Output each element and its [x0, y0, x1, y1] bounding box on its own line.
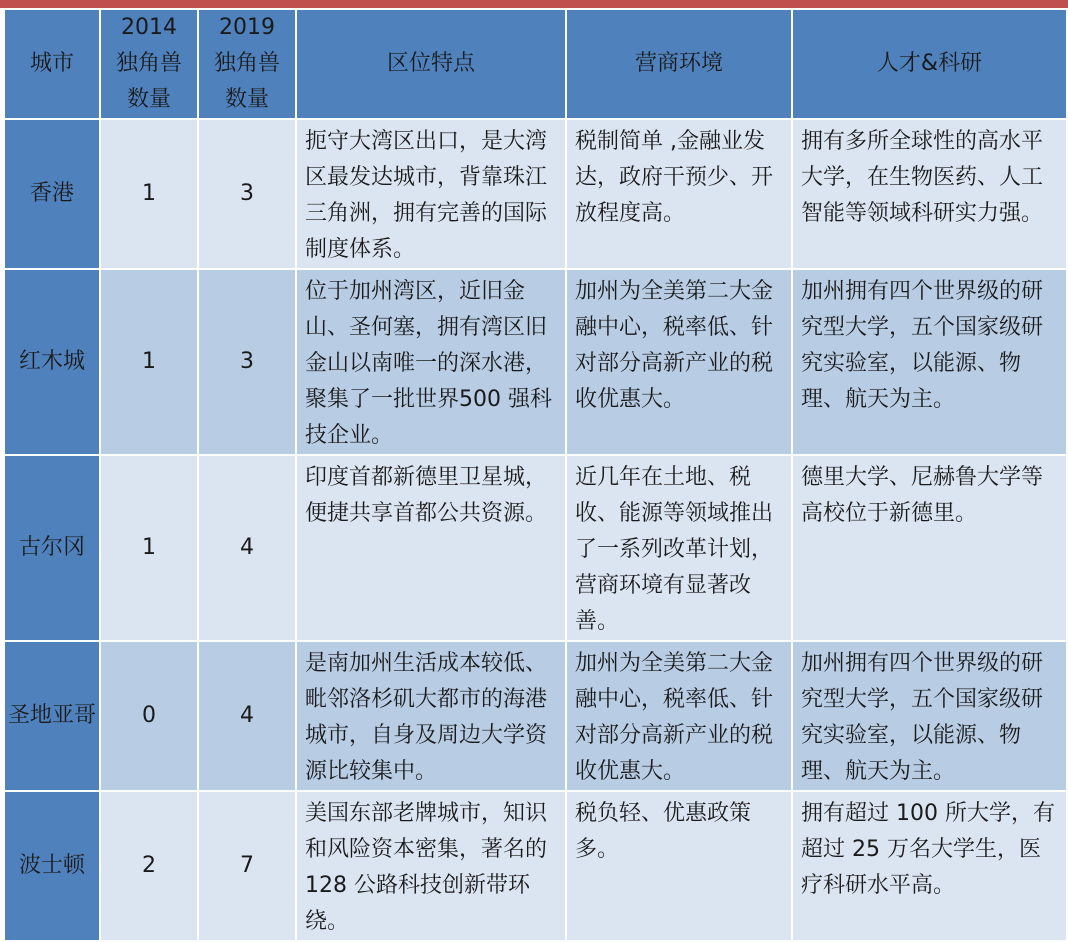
row-talent: 拥有超过 100 所大学，有超过 25 万名大学生，医疗科研水平高。 [792, 791, 1067, 941]
header-city: 城市 [4, 9, 100, 119]
row-business: 加州为全美第二大金融中心，税率低、针对部分高新产业的税收优惠大。 [566, 269, 792, 455]
row-count-2019: 4 [198, 641, 296, 791]
row-business: 税制简单 ,金融业发达，政府干预少、开放程度高。 [566, 119, 792, 269]
header-talent: 人才&科研 [792, 9, 1067, 119]
row-business: 加州为全美第二大金融中心，税率低、针对部分高新产业的税收优惠大。 [566, 641, 792, 791]
row-business: 税负轻、优惠政策多。 [566, 791, 792, 941]
row-city: 红木城 [4, 269, 100, 455]
header-count-2019-line2: 独角兽 [213, 51, 280, 76]
table-row [4, 269, 1067, 455]
row-count-2014: 2 [100, 791, 198, 941]
row-talent: 德里大学、尼赫鲁大学等高校位于新德里。 [792, 455, 1067, 641]
row-count-2019: 3 [198, 119, 296, 269]
row-location: 印度首都新德里卫星城，便捷共享首都公共资源。 [296, 455, 566, 641]
table-row [4, 641, 1067, 791]
row-location: 扼守大湾区出口，是大湾区最发达城市，背靠珠江三角洲，拥有完善的国际制度体系。 [296, 119, 566, 269]
table-row [4, 455, 1067, 641]
top-accent-bar [0, 0, 1068, 8]
row-count-2014: 0 [100, 641, 198, 791]
header-location: 区位特点 [296, 9, 566, 119]
table-body [4, 119, 1067, 941]
row-city: 圣地亚哥 [4, 641, 100, 791]
row-count-2014: 1 [100, 119, 198, 269]
row-city: 波士顿 [4, 791, 100, 941]
row-talent: 加州拥有四个世界级的研究型大学，五个国家级研究实验室，以能源、物理、航天为主。 [792, 269, 1067, 455]
header-count-2014-year: 2014 [121, 15, 177, 40]
row-location: 美国东部老牌城市，知识和风险资本密集，著名的 128 公路科技创新带环绕。 [296, 791, 566, 941]
row-count-2019: 3 [198, 269, 296, 455]
table-header [4, 9, 1067, 119]
row-location: 位于加州湾区，近旧金山、圣何塞，拥有湾区旧金山以南唯一的深水港，聚集了一批世界500 强科技企业。 [296, 269, 566, 455]
row-city: 古尔冈 [4, 455, 100, 641]
header-business: 营商环境 [566, 9, 792, 119]
header-count-2019-year: 2019 [219, 15, 275, 40]
row-location: 是南加州生活成本较低、毗邻洛杉矶大都市的海港城市，自身及周边大学资源比较集中。 [296, 641, 566, 791]
row-business: 近几年在土地、税收、能源等领域推出了一系列改革计划，营商环境有显著改善。 [566, 455, 792, 641]
city-comparison-table [3, 8, 1068, 942]
header-count-2019-line3: 数量 [224, 87, 269, 112]
row-count-2019: 7 [198, 791, 296, 941]
header-count-2014 [100, 9, 198, 119]
row-talent: 加州拥有四个世界级的研究型大学，五个国家级研究实验室，以能源、物理、航天为主。 [792, 641, 1067, 791]
row-count-2019: 4 [198, 455, 296, 641]
row-count-2014: 1 [100, 269, 198, 455]
header-count-2014-line3: 数量 [126, 87, 171, 112]
header-count-2014-line2: 独角兽 [115, 51, 182, 76]
header-count-2019 [198, 9, 296, 119]
table-row [4, 119, 1067, 269]
row-count-2014: 1 [100, 455, 198, 641]
table-row [4, 791, 1067, 941]
row-city: 香港 [4, 119, 100, 269]
row-talent: 拥有多所全球性的高水平大学，在生物医药、人工智能等领域科研实力强。 [792, 119, 1067, 269]
